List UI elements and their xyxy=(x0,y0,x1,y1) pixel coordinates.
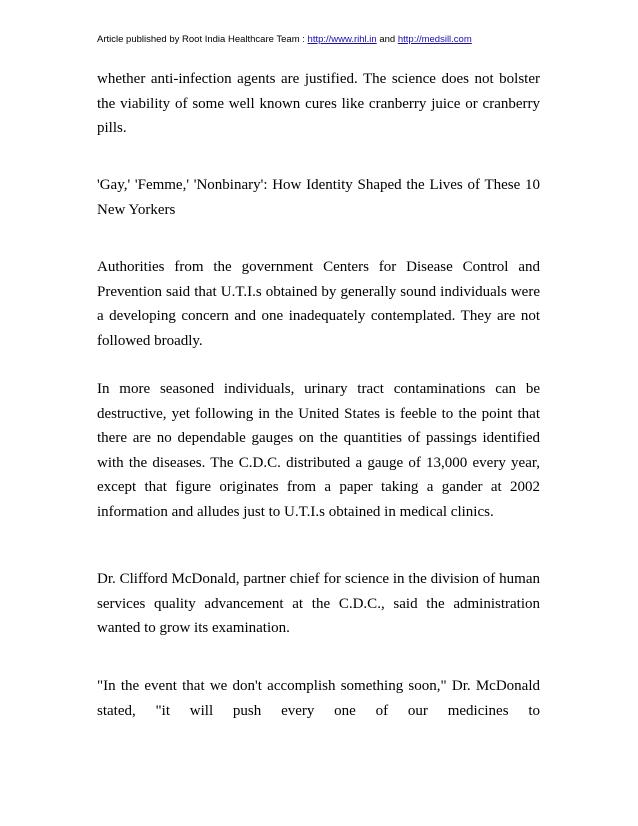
rihl-link[interactable]: http://www.rihl.in xyxy=(307,34,377,45)
paragraph-mcdonald: Dr. Clifford McDonald, partner chief for science in the division of human services quality advancement at the C.D.C., said the administration wanted to grow its examination. xyxy=(97,571,540,637)
header-joiner: and xyxy=(376,34,398,45)
paragraph-older-individuals: In more seasoned individuals, urinary tract contaminations can be destructive, yet following in the United States is feeble to the point that there are no dependable gauges on the quantities of passings identified with the diseases. The C.D.C. distributed a gauge of 13,000 every year, except that figure originates from a paper taking a gander at 2002 information and alludes just to U.T.I.s obtained in medical clinics. xyxy=(97,381,540,520)
paragraph-quote: "In the event that we don't accomplish something soon," Dr. McDonald stated, "it will push every one of our medicines to xyxy=(97,678,540,719)
medsill-link[interactable]: http://medsill.com xyxy=(397,34,472,45)
paragraph-authorities: Authorities from the government Centers for Disease Control and Prevention said that U.T.I.s obtained by generally sound individuals were a developing concern and one inadequately contemplated. They are not followed broadly. xyxy=(97,259,540,349)
header-text: Article published by Root India Healthcare Team : xyxy=(97,34,308,45)
paragraph-antibiotics: whether anti-infection agents are justified. The science does not bolster the viability of some well known cures like cranberry juice or cranberry pills. xyxy=(97,71,540,137)
paragraph-headline: 'Gay,' 'Femme,' 'Nonbinary': How Identity Shaped the Lives of These 10 New Yorkers xyxy=(97,177,540,218)
page-header xyxy=(97,34,472,45)
